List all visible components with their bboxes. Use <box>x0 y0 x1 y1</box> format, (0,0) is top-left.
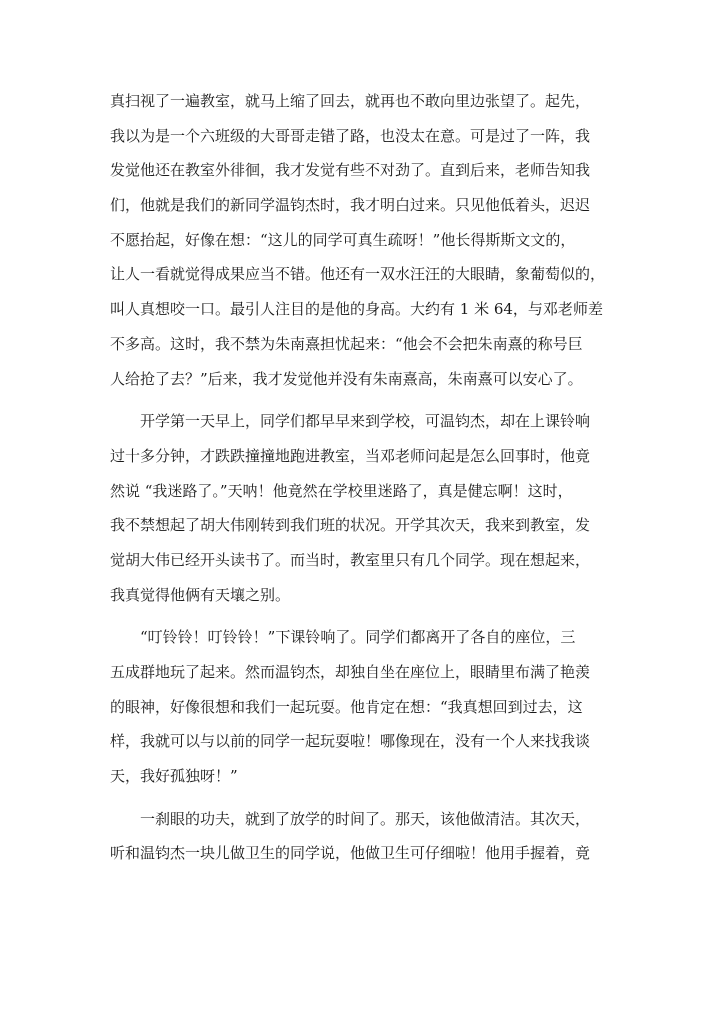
text-line: 我真觉得他俩有天壤之别。 <box>110 585 291 604</box>
text-line: 天，我好孤独呀！” <box>110 767 238 786</box>
text-line: 让人一看就觉得成果应当不错。他还有一双水汪汪的大眼睛，象葡萄似的， <box>110 265 606 284</box>
text-line: 样，我就可以与以前的同学一起玩耍啦！哪像现在，没有一个人来找我谈 <box>110 732 591 751</box>
text-line: 不愿抬起，好像在想：“这儿的同学可真生疏呀！”他长得斯斯文文的， <box>110 230 576 249</box>
text-line: 真扫视了一遍教室，就马上缩了回去，就再也不敢向里边张望了。起先， <box>110 92 591 110</box>
paragraph-spacer <box>110 794 610 802</box>
text-line: 觉胡大伟已经开头读书了。而当时，教室里只有几个同学。现在想起来， <box>110 550 591 569</box>
document-body <box>110 84 610 871</box>
text-line: “叮铃铃！叮铃铃！”下课铃响了。同学们都离开了各自的座位，三 <box>140 628 576 647</box>
paragraph <box>110 404 610 612</box>
text-line: 听和温钧杰一块儿做卫生的同学说，他做卫生可仔细啦！他用手握着，竟 <box>110 844 591 863</box>
text-line: 五成群地玩了起来。然而温钧杰，却独自坐在座位上，眼睛里布满了艳羡 <box>110 663 591 681</box>
paragraph <box>110 84 610 396</box>
text-line: 发觉他还在教室外徘徊，我才发觉有些不对劲了。直到后来，老师告知我 <box>110 161 591 180</box>
text-line: 人给抢了去？”后来，我才发觉他并没有朱南熹高，朱南熹可以安心了。 <box>110 369 583 388</box>
paragraph-spacer <box>110 396 610 404</box>
paragraph <box>110 802 610 871</box>
text-line: 过十多分钟，才跌跌撞撞地跑进教室，当邓老师问起是怎么回事时，他竟 <box>110 446 591 465</box>
paragraph <box>110 620 610 793</box>
text-line: 不多高。这时，我不禁为朱南熹担忧起来：“他会不会把朱南熹的称号巨 <box>110 334 583 353</box>
text-line: 们，他就是我们的新同学温钧杰时，我才明白过来。只见他低着头，迟迟 <box>110 196 591 215</box>
text-line: 我以为是一个六班级的大哥哥走错了路，也没太在意。可是过了一阵，我 <box>110 126 591 145</box>
text-line: 一刹眼的功夫，就到了放学的时间了。那天，该他做清洁。其次天， <box>140 809 591 828</box>
text-line: 开学第一天早上，同学们都早早来到学校，可温钧杰，却在上课铃响 <box>140 412 591 431</box>
text-line: 的眼神，好像很想和我们一起玩耍。他肯定在想：“我真想回到过去，这 <box>110 697 583 716</box>
text-line: 然说 “我迷路了。”天呐！他竟然在学校里迷路了，真是健忘啊！这时， <box>110 481 573 500</box>
paragraph-spacer <box>110 612 610 620</box>
text-line: 我不禁想起了胡大伟刚转到我们班的状况。开学其次天，我来到教室，发 <box>110 516 591 535</box>
text-line: 叫人真想咬一口。最引人注目的是他的身高。大约有 1 米 64，与邓老师差 <box>110 300 603 319</box>
